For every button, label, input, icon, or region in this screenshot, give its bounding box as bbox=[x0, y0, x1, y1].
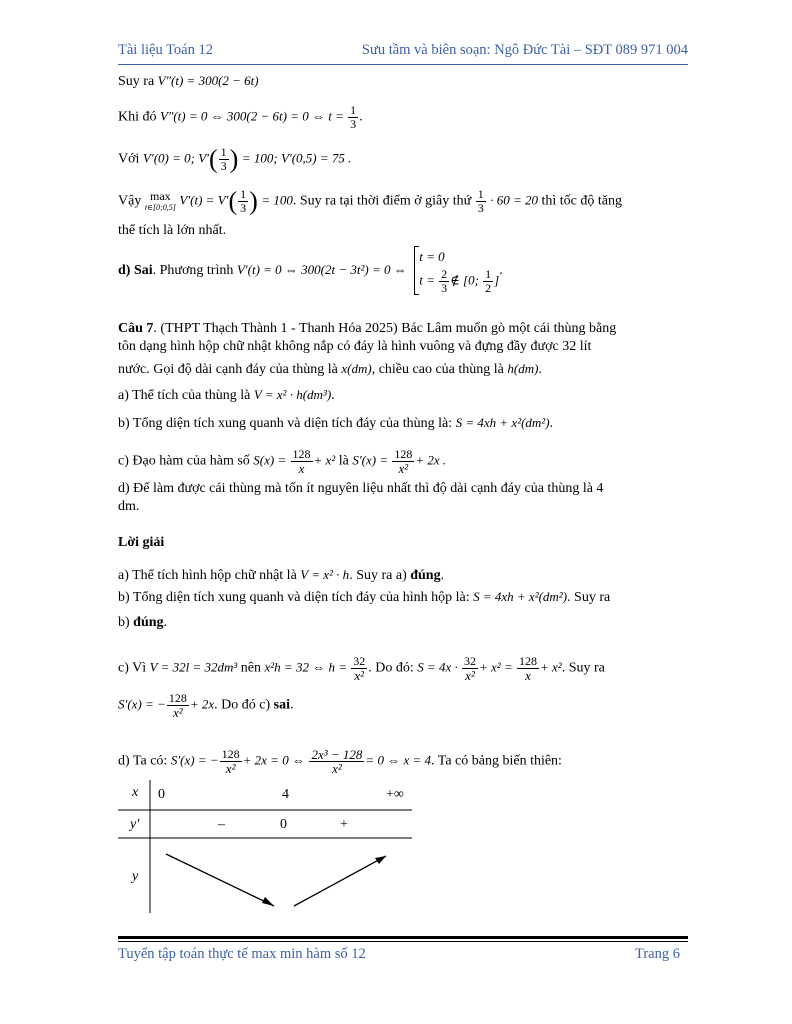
prev-l2-text: Khi đó bbox=[118, 109, 157, 125]
sign-zero: 0 bbox=[280, 817, 287, 832]
variation-table bbox=[118, 778, 418, 913]
sol-c: c) Vì V = 32l = 32dm³ nên x²h = 32 ⇔ h = $\frac{32}{\text{x²}}$ . Do đó: S = 4x · $\frac{32}{\text{x²}}$ + x² = $\frac{128}{x}$ + x². Suy ra bbox=[118, 654, 605, 683]
sol-c-verdict: sai bbox=[273, 697, 290, 713]
x-value-inf: +∞ bbox=[386, 787, 404, 802]
sol-b-line-2: b) đúng. bbox=[118, 615, 168, 630]
q7-line1-text: . (THPT Thạch Thành 1 - Thanh Hóa 2025) Bác Lâm muốn gò một cái thùng bằng bbox=[153, 321, 617, 336]
prev-d-math: V′(t) = 0 ⇔ 300(2t − 3t²) = 0 ⇔ bbox=[236, 262, 407, 277]
prev-d-sys-2: t = $\frac{2}{3}$ ∉ [0; $\frac{1}{2}$ ] bbox=[419, 267, 500, 296]
prev-line-1 bbox=[118, 72, 259, 91]
footer-page-number: Trang 6 bbox=[635, 946, 680, 962]
prev-l4-math-c: · 60 = 20 bbox=[490, 192, 538, 208]
q7-line-2: tôn dạng hình hộp chữ nhật không nắp có đáy là hình vuông và đựng đầy được 32 lít bbox=[118, 339, 592, 354]
q7-c: c) Đạo hàm của hàm số S(x) = $\frac{128}{x}$ + x² là S′(x) = $\frac{128}{\text{x²}}$ + 2x . bbox=[118, 447, 447, 476]
q7-d-line-2: dm. bbox=[118, 499, 140, 514]
prev-l4-text-b: . Suy ra tại thời điểm ở giây thứ bbox=[292, 193, 472, 209]
prev-l4-text-c: thì tốc độ tăng bbox=[541, 193, 622, 209]
prev-l4-math-b: = 100 bbox=[261, 192, 293, 208]
prev-l4-frac: $\frac{1}{3}$ bbox=[240, 187, 247, 215]
prev-line-2: Khi đó V″(t) = 0 ⇔ 300(2 − 6t) = 0 ⇔ t = $\frac{1}{3}$ . bbox=[118, 103, 363, 131]
arrow-down bbox=[166, 854, 274, 906]
sol-a-verdict: đúng bbox=[410, 568, 441, 583]
q7-b: b) Tổng diện tích xung quanh và diện tích đáy của thùng là: S = 4xh + x²(dm²). bbox=[118, 415, 554, 431]
prev-line-d: d) Sai. Phương trình V′(t) = 0 ⇔ 300(2t − 3t²) = 0 ⇔ t = 0 t = $\frac{2}{3}$ ∉ [0; $\frac{1}{2}$ ] . bbox=[118, 242, 503, 299]
prev-l4-max: max t∈[0;0,5] bbox=[144, 188, 176, 212]
prev-d-sys-1: t = 0 bbox=[419, 249, 445, 265]
prev-line-5: thể tích là lớn nhất. bbox=[118, 223, 227, 238]
row-label-x: x bbox=[132, 785, 139, 800]
prev-l4-text-a: Vậy bbox=[118, 193, 142, 209]
q7-var-x: x(dm) bbox=[341, 361, 372, 376]
q7-d-line-1: d) Để làm được cái thùng mà tốn ít nguyên liệu nhất thì độ dài cạnh đáy của thùng là 4 bbox=[118, 481, 604, 496]
q7-a-math: V = x² · h(dm³) bbox=[253, 387, 332, 402]
sol-b-math: S = 4xh + x²(dm²) bbox=[473, 589, 568, 604]
prev-l2-math: V″(t) = 0 ⇔ 300(2 − 6t) = 0 ⇔ t = bbox=[160, 108, 348, 124]
prev-l4-math-a: V′(t) = V′ bbox=[179, 192, 229, 208]
x-value-4: 4 bbox=[282, 787, 289, 802]
solution-title: Lời giải bbox=[118, 535, 165, 550]
prev-l1-math: V″(t) = 300(2 − 6t) bbox=[157, 73, 259, 88]
q7-a: a) Thể tích của thùng là V = x² · h(dm³). bbox=[118, 387, 335, 403]
sol-a: a) Thể tích hình hộp chữ nhật là V = x² · h. Suy ra a) đúng. bbox=[118, 567, 445, 583]
row-label-y: y bbox=[132, 869, 139, 884]
prev-d-system bbox=[414, 246, 499, 295]
sign-minus: – bbox=[218, 817, 225, 832]
prev-d-label: d) Sai bbox=[118, 263, 153, 278]
header-right: Sưu tầm và biên soạn: Ngô Đức Tài – SĐT 089 971 004 bbox=[361, 42, 688, 58]
footer-rule-thin bbox=[118, 941, 688, 942]
prev-l3-math-b: = 100; V′(0,5) = 75 . bbox=[241, 150, 352, 166]
sol-b-verdict: đúng bbox=[133, 615, 164, 630]
prev-l3-text: Với bbox=[118, 151, 140, 167]
q7-var-h: h(dm) bbox=[507, 361, 539, 376]
footer-left: Tuyển tập toán thực tế max min hàm số 12 bbox=[118, 946, 366, 962]
prev-l3-frac: $\frac{1}{3}$ bbox=[220, 145, 227, 173]
sol-b: b) Tổng diện tích xung quanh và diện tích đáy của hình hộp là: S = 4xh + x²(dm²). Suy ra bbox=[118, 589, 611, 605]
q7-line-3: nước. Gọi độ dài cạnh đáy của thùng là x(dm), chiều cao của thùng là h(dm). bbox=[118, 361, 542, 377]
row-label-yprime: y′ bbox=[130, 817, 140, 832]
header-rule bbox=[118, 64, 688, 65]
q7-line-1 bbox=[118, 320, 616, 338]
arrow-down-head bbox=[262, 897, 274, 906]
header-left: Tài liệu Toán 12 bbox=[118, 42, 213, 58]
prev-line-3: Với V′(0) = 0; V′( $\frac{1}{3}$ ) = 100; V′(0,5) = 75 . bbox=[118, 144, 352, 174]
sign-plus: + bbox=[340, 817, 348, 832]
q7-b-math: S = 4xh + x²(dm²) bbox=[455, 415, 550, 430]
prev-l2-frac: $\frac{1}{3}$ bbox=[350, 103, 357, 131]
sol-d: d) Ta có: S′(x) = − $\frac{128}{\text{x²}}$ + 2x = 0 ⇔ $\frac{\text{2x³ − 128}}{\text{x²}}$ = 0 ⇔ x = 4. Ta có bảng biến thiên: bbox=[118, 747, 562, 776]
arrow-up-head bbox=[375, 856, 386, 864]
prev-l1-text: Suy ra bbox=[118, 74, 155, 89]
arrow-up bbox=[294, 856, 386, 906]
prev-l4-frac2: $\frac{1}{3}$ bbox=[477, 187, 484, 215]
footer-rule-thick bbox=[118, 936, 688, 939]
x-value-0: 0 bbox=[158, 787, 165, 802]
prev-d-text: . Phương trình bbox=[152, 263, 234, 278]
prev-line-4: Vậy max t∈[0;0,5] V′(t) = V′( $\frac{1}{3}$ ) = 100. Suy ra tại thời điểm ở giây thứ $\frac{1}{3}$ · 60 = 20 thì tốc độ tăng bbox=[118, 186, 622, 216]
q7-label: Câu 7 bbox=[118, 321, 154, 336]
sol-a-math: V = x² · h bbox=[300, 567, 350, 582]
prev-l3-math-a: V′(0) = 0; V′ bbox=[142, 150, 209, 166]
sol-c-line-2: S′(x) = − $\frac{128}{\text{x²}}$ + 2x. Do đó c) sai. bbox=[118, 691, 294, 720]
